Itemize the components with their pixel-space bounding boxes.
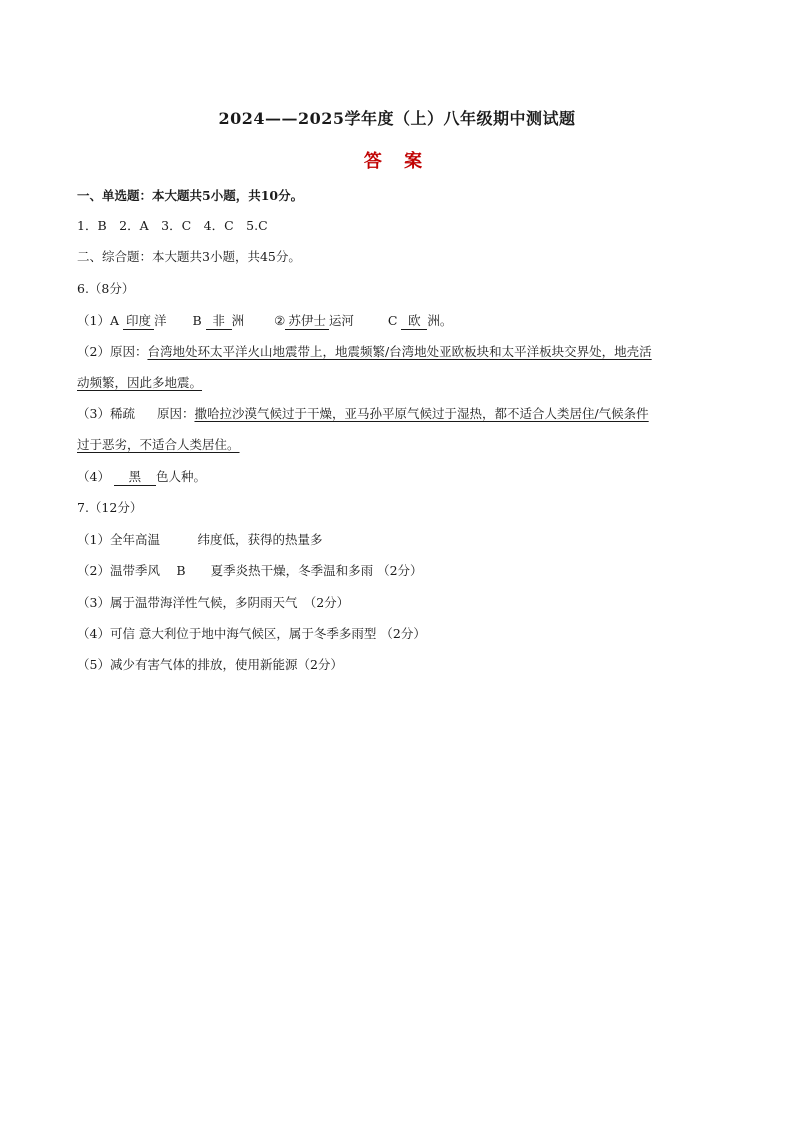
q6-part3-line2	[77, 435, 240, 455]
q7-answer-4: （4）可信 意大利位于地中海气候区，属于冬季多雨型 （2分）	[77, 626, 426, 641]
section2-heading: 二、综合题：本大题共3小题，共45分。	[77, 249, 301, 264]
q6-part1	[77, 311, 452, 331]
q6-circled-2: ②	[274, 313, 286, 328]
section1-answers: 1．B 2．A 3．C 4．C 5.C	[77, 218, 268, 233]
q6-part3-prefix: （3）稀疏	[77, 406, 135, 421]
q6-continent-c-suffix: 洲。	[427, 313, 453, 328]
q6-continent-b-suffix: 洲	[231, 313, 245, 328]
q6-part2-line2	[77, 373, 202, 393]
exam-title: 2024——2025学年度（上）八年级期中测试题	[218, 109, 576, 128]
q6-part1-prefix: （1）A	[77, 313, 119, 328]
q6-part3-answer-2: 过于恶劣，不适合人类居住。	[77, 437, 240, 452]
q6-part3-answer-1: 撒哈拉沙漠气候过于干燥，亚马孙平原气候过于湿热，都不适合人类居住/气候条件	[194, 406, 649, 421]
q6-blank-continent-c: 欧	[401, 313, 427, 330]
q6-canal-suffix: 运河	[328, 313, 354, 328]
q6-part2-prefix: （2）原因：	[77, 344, 148, 359]
q6-part4-suffix: 色人种。	[155, 469, 206, 484]
q6-ocean-suffix: 洋	[153, 313, 167, 328]
q6-c-label: C	[387, 313, 398, 328]
q7-answer-1: （1）全年高温 纬度低，获得的热量多	[77, 532, 323, 547]
q6-part2-answer-2: 动频繁，因此多地震。	[77, 375, 203, 390]
q7-label: 7.（12分）	[77, 500, 143, 515]
q7-answer-2: （2）温带季风 B 夏季炎热干燥，冬季温和多雨 （2分）	[77, 563, 423, 578]
q6-part4	[77, 467, 206, 487]
q6-part3-mid: 原因：	[156, 406, 195, 421]
q6-label: 6.（8分）	[77, 281, 135, 296]
section1-heading: 一、单选题：本大题共5小题，共10分。	[77, 188, 304, 203]
answer-heading: 答 案	[363, 151, 431, 172]
q6-blank-canal: 苏伊士	[285, 313, 329, 330]
q6-part2-answer-1: 台湾地处环太平洋火山地震带上，地震频繁/台湾地处亚欧板块和太平洋板块交界处，地壳活	[147, 344, 652, 359]
q6-part3-line1	[77, 404, 649, 424]
q7-answer-3: （3）属于温带海洋性气候，多阴雨天气 （2分）	[77, 595, 350, 610]
q6-blank-ocean: 印度	[123, 313, 154, 330]
q7-answer-5: （5）减少有害气体的排放，使用新能源（2分）	[77, 657, 343, 672]
q6-b-label: B	[192, 313, 202, 328]
q6-part2-line1	[77, 342, 652, 362]
q6-part4-prefix: （4）	[77, 469, 110, 484]
q6-blank-continent-b: 非	[206, 313, 232, 330]
q6-blank-race: 黑	[114, 469, 156, 486]
